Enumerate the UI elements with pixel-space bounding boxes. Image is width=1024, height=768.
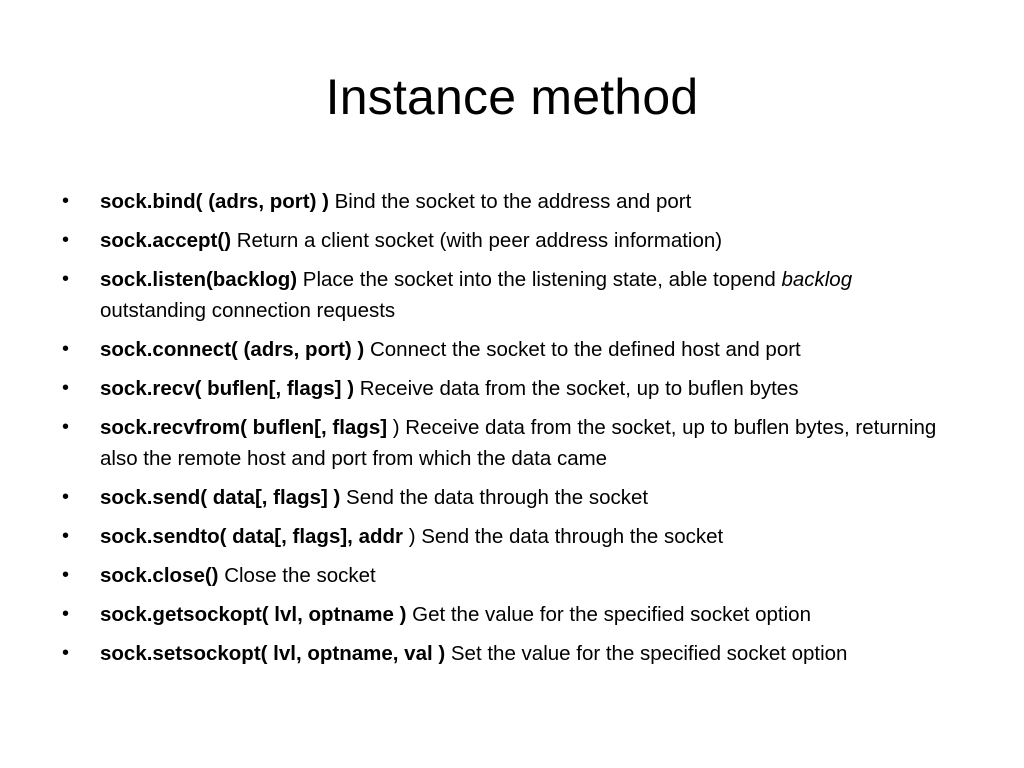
method-description: Receive data from the socket, up to buflen bytes: [354, 377, 799, 400]
bullet-icon: •: [62, 642, 70, 664]
bullet-item-send: [62, 482, 962, 513]
method-description: Close the socket: [218, 564, 376, 587]
method-signature: sock.close(): [100, 564, 219, 587]
bullet-item-recv: [62, 373, 962, 404]
bullet-icon: •: [62, 268, 70, 290]
method-signature: sock.bind( (adrs, port) ): [100, 190, 329, 213]
bullet-icon: •: [62, 416, 70, 438]
bullet-icon: •: [62, 486, 70, 508]
bullet-item-recvfrom: [62, 412, 962, 474]
bullet-icon: •: [62, 229, 70, 251]
bullet-item-listen: [62, 264, 962, 326]
bullet-item-getsockopt: [62, 599, 962, 630]
method-signature: sock.send( data[, flags] ): [100, 486, 341, 509]
method-description: Bind the socket to the address and port: [328, 190, 692, 213]
slide-title: Instance method: [325, 69, 699, 125]
method-signature: sock.recvfrom( buflen[, flags]: [100, 416, 388, 439]
bullet-item-setsockopt: [62, 638, 962, 669]
method-signature: sock.listen(backlog): [100, 268, 298, 291]
bullet-icon: •: [62, 525, 70, 547]
bullet-item-close: [62, 560, 962, 591]
bullet-icon: •: [62, 338, 70, 360]
method-description: Send the data through the socket: [340, 486, 649, 509]
bullet-icon: •: [62, 603, 70, 625]
bullet-item-sendto: [62, 521, 962, 552]
method-signature: sock.connect( (adrs, port) ): [100, 338, 365, 361]
method-description-continued: outstanding connection requests: [100, 299, 396, 322]
method-description: Set the value for the specified socket option: [445, 642, 848, 665]
method-description: Place the socket into the listening state, able topend: [297, 268, 782, 291]
method-signature: sock.getsockopt( lvl, optname ): [100, 603, 407, 626]
method-description: ) Receive data from the socket, up to buflen bytes, returning also the remote host and port from which the data came: [100, 416, 937, 470]
method-description: Return a client socket (with peer address information): [231, 229, 723, 252]
method-param-emphasis: backlog: [781, 268, 853, 291]
bullet-icon: •: [62, 190, 70, 212]
method-signature: sock.accept(): [100, 229, 232, 252]
bullet-item-connect: [62, 334, 962, 365]
method-description: Get the value for the specified socket option: [406, 603, 811, 626]
bullet-item-bind: [62, 186, 962, 217]
bullet-icon: •: [62, 377, 70, 399]
bullet-item-accept: [62, 225, 962, 256]
method-description: Connect the socket to the defined host and port: [364, 338, 801, 361]
method-signature: sock.setsockopt( lvl, optname, val ): [100, 642, 446, 665]
method-signature: sock.sendto( data[, flags], addr: [100, 525, 403, 548]
bullet-list: [62, 186, 962, 677]
bullet-icon: •: [62, 564, 70, 586]
method-description: ) Send the data through the socket: [403, 525, 724, 548]
method-signature: sock.recv( buflen[, flags] ): [100, 377, 355, 400]
